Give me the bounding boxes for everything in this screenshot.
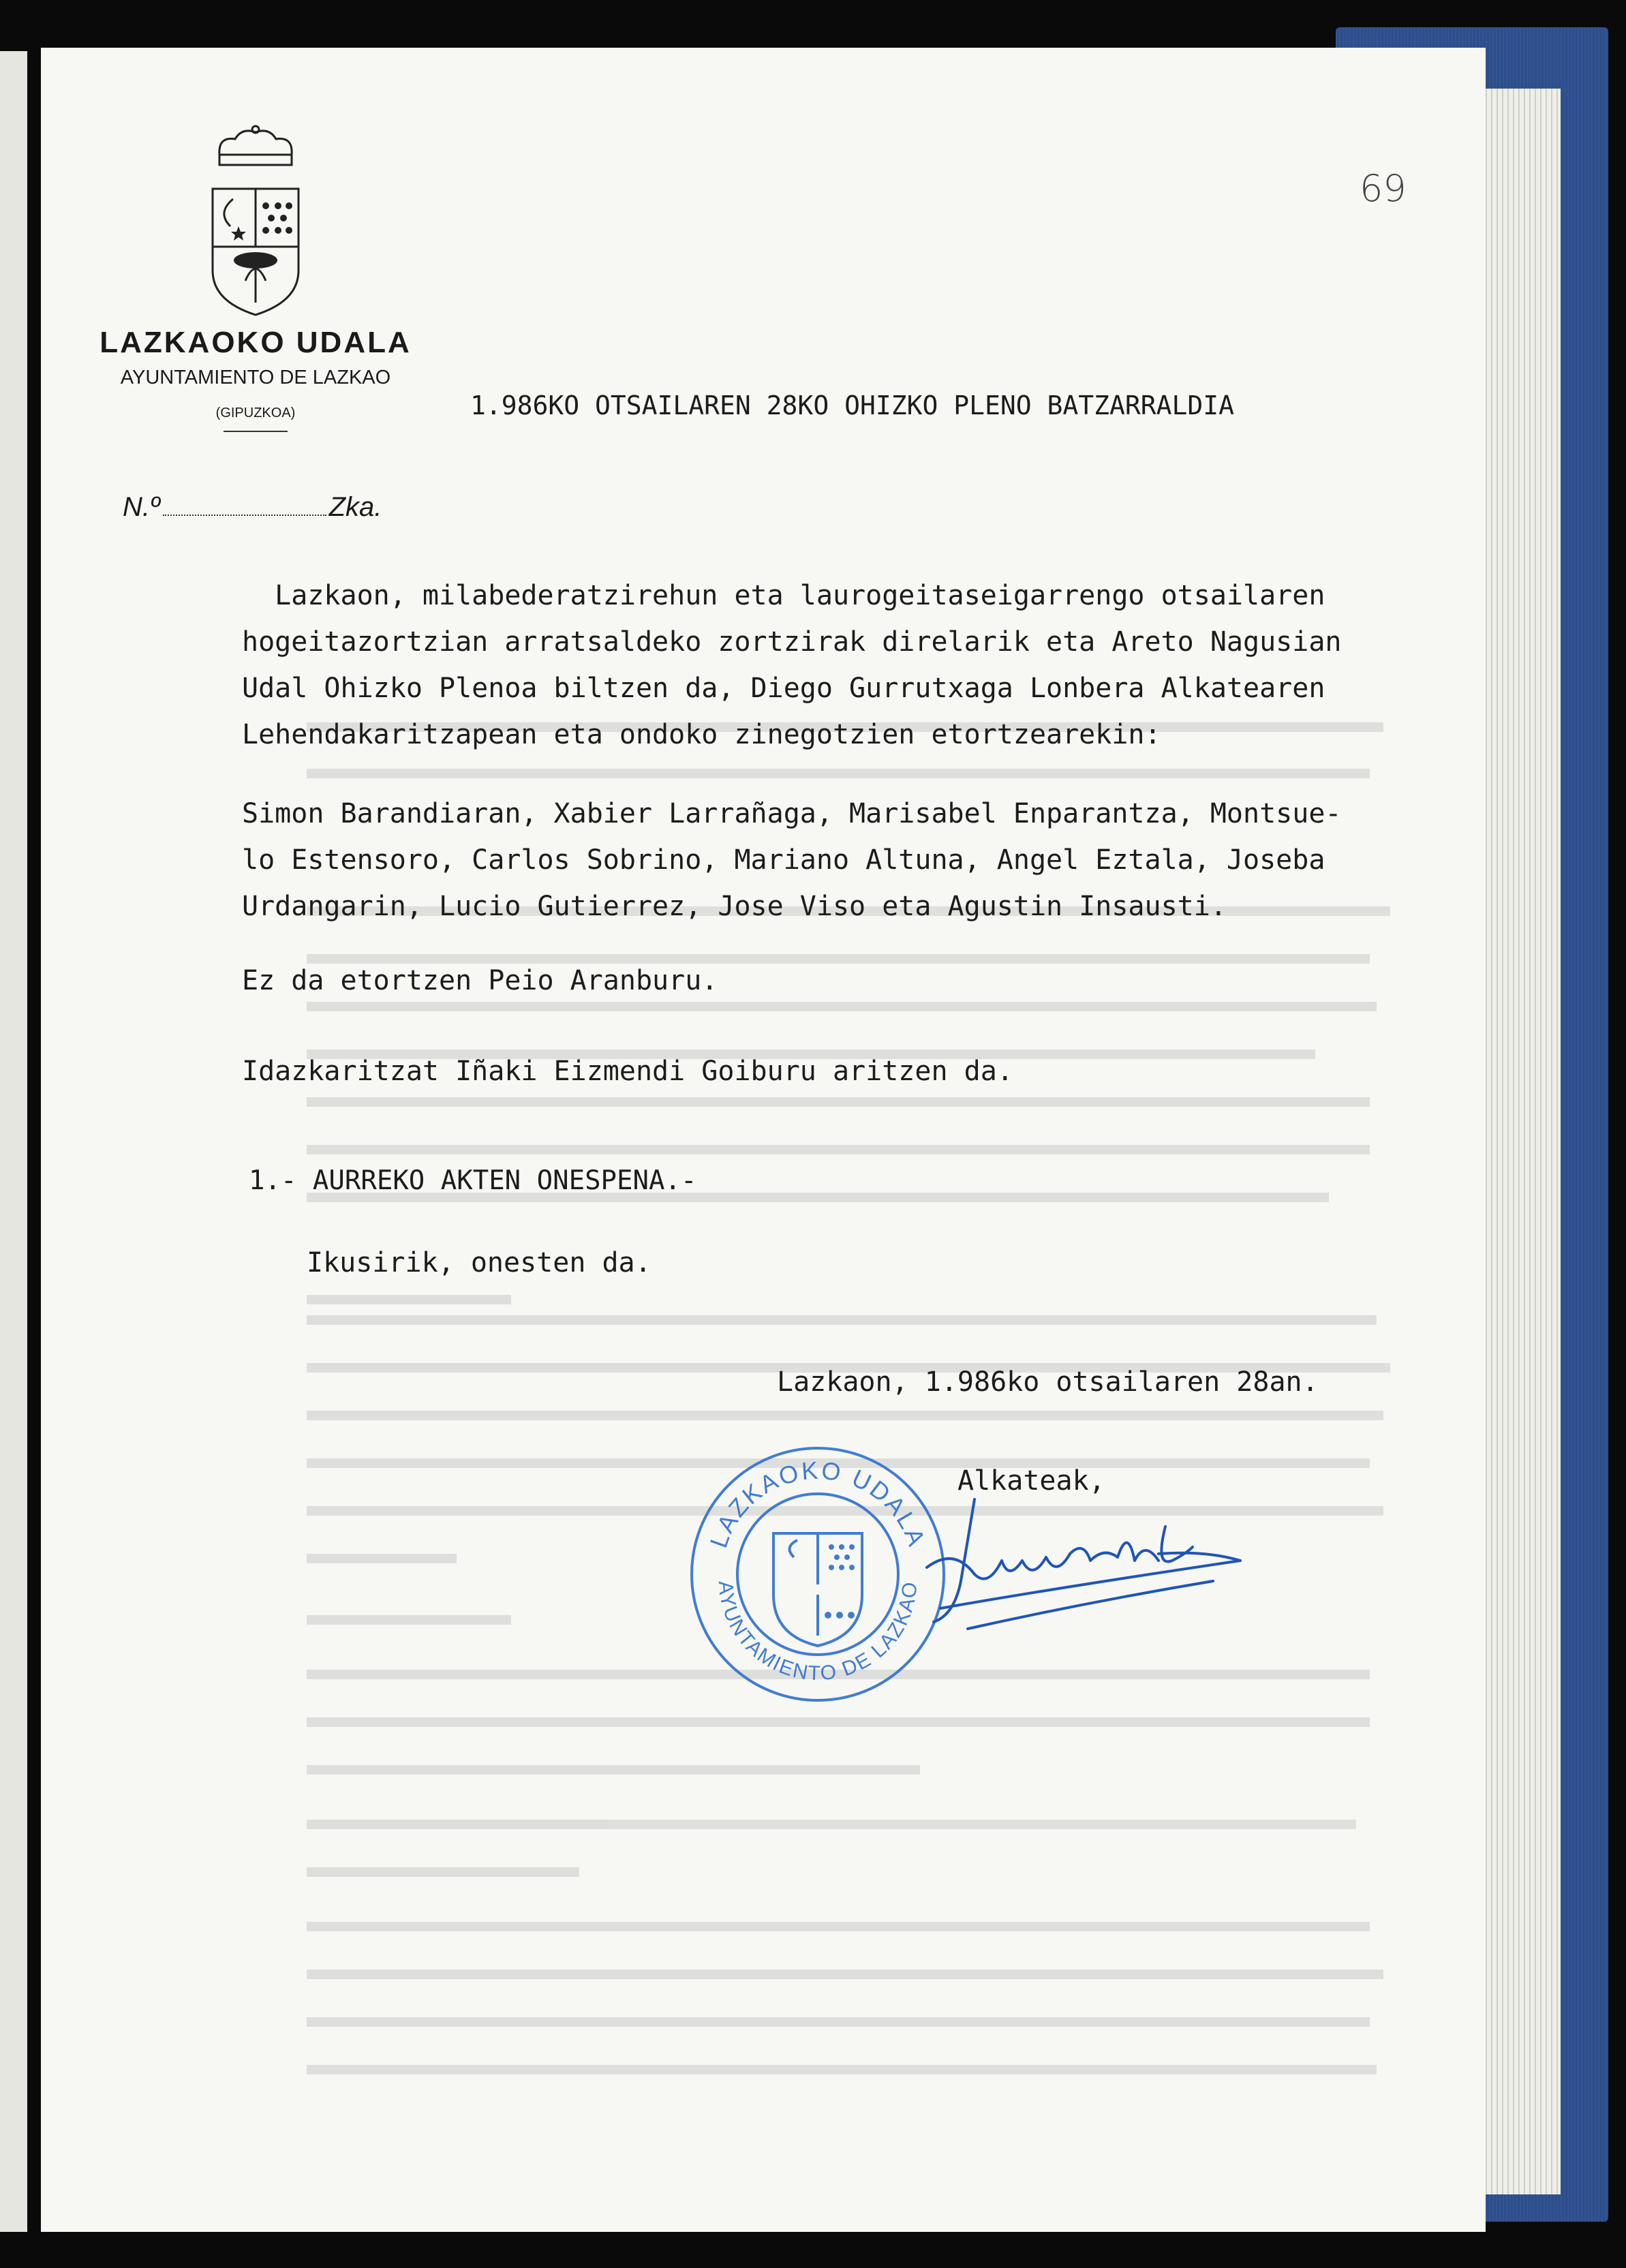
paragraph-line: Urdangarin, Lucio Gutierrez, Jose Viso eta Agustin Insausti. [242,891,1227,922]
secretary-line: Idazkaritzat Iñaki Eizmendi Goiburu aritzen da. [242,1056,1013,1087]
agenda-item-title: 1.- AURREKO AKTEN ONESPENA.- [249,1165,697,1196]
seal-outer-text: LAZKAOKO UDALA [704,1456,932,1552]
page-number: 69 [1360,167,1407,210]
number-suffix: Zka. [328,492,382,522]
opening-paragraph [242,572,1342,758]
absent-line: Ez da etortzen Peio Aranburu. [242,965,718,996]
number-prefix: N.º [123,492,160,522]
paragraph-line: hogeitazortzian arratsaldeko zortzirak direlarik eta Areto Nagusian [242,626,1342,658]
document-title: 1.986KO OTSAILAREN 28KO OHIZKO PLENO BATZARRALDIA [470,390,1235,420]
municipality-name: LAZKAOKO UDALA [99,326,412,359]
letterhead [68,326,443,432]
paragraph-line: Udal Ohizko Plenoa biltzen da, Diego Gurrutxaga Lonbera Alkatearen [242,673,1325,704]
signer-label: Alkateak, [957,1465,1105,1497]
attendees-paragraph [242,791,1342,930]
date-line: Lazkaon, 1.986ko otsailaren 28an. [777,1366,1319,1398]
province-label: (GIPUZKOA) [215,405,296,420]
paragraph-line: Simon Barandiaran, Xabier Larrañaga, Marisabel Enparantza, Montsue- [242,798,1342,829]
paragraph-line: Lazkaon, milabederatzirehun eta laurogeitaseigarrengo otsailaren [242,580,1325,611]
paragraph-line: lo Estensoro, Carlos Sobrino, Mariano Altuna, Angel Eztala, Joseba [242,844,1325,876]
paragraph-line: Lehendakaritzapean eta ondoko zinegotzien etortzearekin: [242,719,1161,750]
previous-page-edge [0,51,27,2232]
coat-of-arms-logo [204,124,307,322]
letterhead-divider [224,431,288,432]
handwritten-signature [886,1486,1268,1663]
number-blank [163,512,326,516]
seal-inner-text: AYUNTAMIENTO DE LAZKAO [714,1580,922,1685]
agenda-item-body: Ikusirik, onesten da. [307,1247,651,1278]
document-number-field [123,492,382,523]
municipality-subtitle: AYUNTAMIENTO DE LAZKAO [120,367,391,388]
